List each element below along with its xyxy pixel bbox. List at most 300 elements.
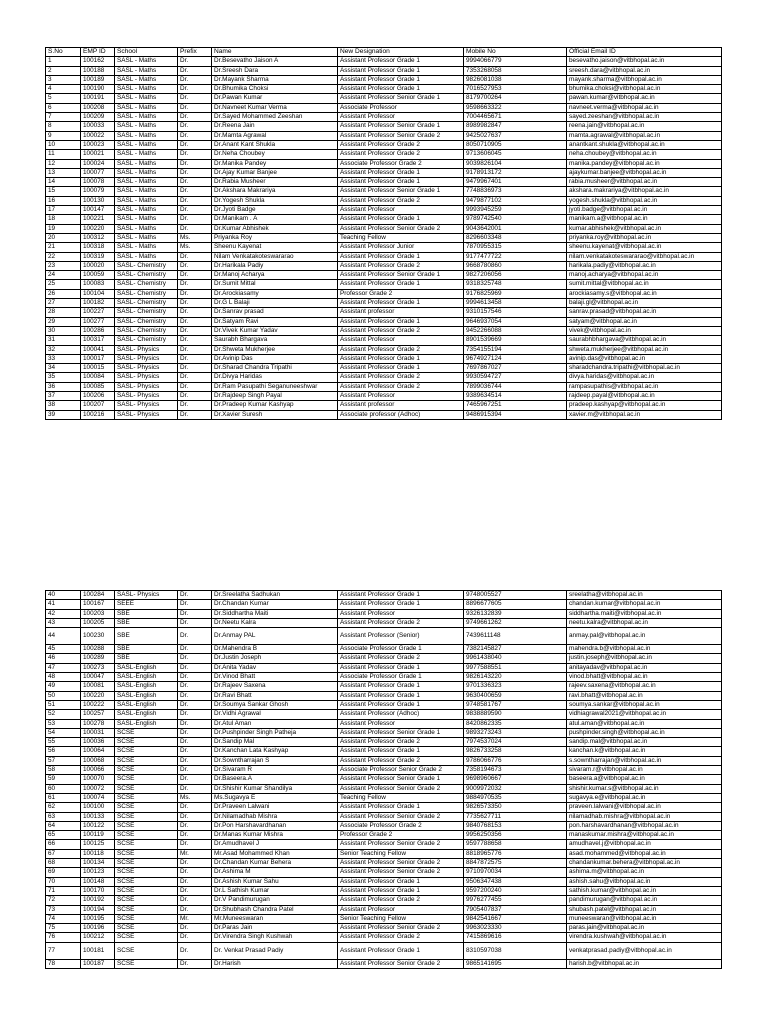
mobile-cell: 9177477722 (464, 252, 567, 261)
email-cell: sheenu.kayenat@vitbhopal.ac.in (567, 243, 722, 252)
sno-cell: 35 (46, 373, 81, 382)
email-cell: amudhavel.j@vitbhopal.ac.in (567, 840, 722, 849)
mobile-cell: 8901539669 (464, 336, 567, 345)
email-cell: sayed.zeeshan@vitbhopal.ac.in (567, 113, 722, 122)
table-row (46, 728, 722, 737)
school-cell: SBE (115, 609, 178, 618)
name-cell: Dr.Shishir Kumar Shandilya (212, 784, 338, 793)
email-cell: manika.pandey@vitbhopal.ac.in (567, 159, 722, 168)
prefix-cell: Dr. (178, 784, 212, 793)
school-cell: SCSE (115, 877, 178, 886)
emp-id-cell: 100036 (81, 738, 115, 747)
school-cell: SASL - Maths (115, 140, 178, 149)
emp-id-cell: 100134 (81, 859, 115, 868)
name-cell: Dr.G L Balaji (212, 299, 338, 308)
designation-cell: Assistant Professor Grade 1 (338, 600, 464, 609)
emp-id-cell: 100187 (81, 959, 115, 968)
table-row (46, 682, 722, 691)
table-row (46, 868, 722, 877)
designation-cell: Assistant Professor Grade 1 (338, 877, 464, 886)
sno-cell: 16 (46, 196, 81, 205)
sno-cell: 62 (46, 803, 81, 812)
sno-cell: 43 (46, 618, 81, 627)
emp-id-cell: 100079 (81, 187, 115, 196)
designation-cell: Assistant Professor Grade 1 (338, 354, 464, 363)
emp-id-cell: 100170 (81, 886, 115, 895)
designation-cell: Assistant Professor Grade 2 (338, 196, 464, 205)
email-cell: pandimurugan@vitbhopal.ac.in (567, 896, 722, 905)
school-cell: SCSE (115, 728, 178, 737)
prefix-cell: Dr. (178, 905, 212, 914)
prefix-cell: Dr. (178, 654, 212, 663)
prefix-cell: Dr. (178, 410, 212, 419)
school-cell: SASL - Maths (115, 150, 178, 159)
mobile-cell: 9956250356 (464, 831, 567, 840)
designation-cell: Associate Professor (338, 103, 464, 112)
designation-cell: Assistant Professor Grade 2 (338, 654, 464, 663)
table-row (46, 840, 722, 849)
emp-id-cell: 100162 (81, 57, 115, 66)
prefix-cell: Dr. (178, 747, 212, 756)
school-cell: SCSE (115, 821, 178, 830)
school-cell: SASL- Chemistry (115, 336, 178, 345)
mobile-cell: 8420862335 (464, 719, 567, 728)
sno-cell: 23 (46, 261, 81, 270)
school-cell: SASL - Maths (115, 103, 178, 112)
emp-id-cell: 100021 (81, 150, 115, 159)
school-cell: SASL- Physics (115, 591, 178, 600)
name-cell: Dr.Vidhi Agrawal (212, 710, 338, 719)
designation-cell: Senior Teaching Fellow (338, 914, 464, 923)
email-cell: asad.mohammed@vitbhopal.ac.in (567, 849, 722, 858)
sno-cell: 67 (46, 849, 81, 858)
email-cell: pon.harshavardhanan@vitbhopal.ac.in (567, 821, 722, 830)
sno-cell: 15 (46, 187, 81, 196)
email-cell: balaji.gl@vitbhopal.ac.in (567, 299, 722, 308)
sno-cell: 57 (46, 756, 81, 765)
sno-cell: 17 (46, 206, 81, 215)
school-cell: SEEE (115, 600, 178, 609)
table-row (46, 354, 722, 363)
name-cell: Dr.Sreelatha Sadhukan (212, 591, 338, 600)
prefix-cell: Dr. (178, 187, 212, 196)
email-cell: xavier.m@vitbhopal.ac.in (567, 410, 722, 419)
designation-cell: Assistant Professor Grade 1 (338, 886, 464, 895)
mobile-cell: 7415869616 (464, 933, 567, 942)
name-cell: Dr.Ashish Kumar Sahu (212, 877, 338, 886)
prefix-cell: Dr. (178, 196, 212, 205)
school-cell: SCSE (115, 756, 178, 765)
table-row (46, 812, 722, 821)
name-cell: Mr.Asad Mohammed Khan (212, 849, 338, 858)
name-cell: Dr.Justin Joseph (212, 654, 338, 663)
emp-id-cell: 100288 (81, 645, 115, 654)
school-cell: SASL - Maths (115, 57, 178, 66)
emp-id-cell: 100047 (81, 673, 115, 682)
email-cell: siddhartha.maiti@vitbhopal.ac.in (567, 609, 722, 618)
name-cell: Dr.Vinod Bhatt (212, 673, 338, 682)
table-row (46, 410, 722, 419)
email-cell: nilam.venkatakoteswararao@vitbhopal.ac.in (567, 252, 722, 261)
email-cell: besevatho.jaison@vitbhopal.ac.in (567, 57, 722, 66)
sno-cell: 25 (46, 280, 81, 289)
designation-cell: Assistant Professor Grade 1 (338, 747, 464, 756)
school-cell: SASL- Chemistry (115, 317, 178, 326)
table-row (46, 159, 722, 168)
mobile-cell: 9479967401 (464, 178, 567, 187)
emp-id-cell: 100041 (81, 345, 115, 354)
prefix-cell: Dr. (178, 821, 212, 830)
emp-id-cell: 100059 (81, 271, 115, 280)
email-cell: harikala.padiy@vitbhopal.ac.in (567, 261, 722, 270)
sno-cell: 24 (46, 271, 81, 280)
school-cell: SASL- Physics (115, 410, 178, 419)
designation-cell: Assistant Professor (338, 905, 464, 914)
name-cell: Dr.V Pandimurugan (212, 896, 338, 905)
mobile-cell: 9748005527 (464, 591, 567, 600)
mobile-cell: 8179700264 (464, 94, 567, 103)
prefix-cell: Dr. (178, 373, 212, 382)
school-cell: SCSE (115, 747, 178, 756)
designation-cell: Associate Professor Senior Grade 2 (338, 766, 464, 775)
mobile-cell: 9646937054 (464, 317, 567, 326)
school-cell: SCSE (115, 896, 178, 905)
school-cell: SCSE (115, 793, 178, 802)
prefix-cell: Dr. (178, 700, 212, 709)
sno-cell: 44 (46, 628, 81, 645)
prefix-cell: Dr. (178, 591, 212, 600)
sno-cell: 26 (46, 289, 81, 298)
email-cell: ravi.bhatt@vitbhopal.ac.in (567, 691, 722, 700)
table-row (46, 382, 722, 391)
designation-cell: Assistant Professor Grade 1 (338, 803, 464, 812)
designation-cell: Assistant Professor Senior Grade 1 (338, 775, 464, 784)
prefix-cell: Dr. (178, 103, 212, 112)
emp-id-cell: 100070 (81, 775, 115, 784)
table-header-row (46, 48, 722, 57)
emp-id-cell: 100205 (81, 618, 115, 627)
designation-cell: Assistant Professor (338, 609, 464, 618)
email-cell: sanrav.prasad@vitbhopal.ac.in (567, 308, 722, 317)
designation-cell: Assistant Professor Senior Grade 1 (338, 271, 464, 280)
name-cell: Dr.Ashima M (212, 868, 338, 877)
table-row (46, 299, 722, 308)
mobile-cell: 7016527953 (464, 85, 567, 94)
school-cell: SASL- Physics (115, 382, 178, 391)
sno-cell: 29 (46, 317, 81, 326)
mobile-cell: 9994066779 (464, 57, 567, 66)
email-cell: neha.choubey@vitbhopal.ac.in (567, 150, 722, 159)
emp-id-cell: 100015 (81, 364, 115, 373)
school-cell: SASL - Maths (115, 206, 178, 215)
sno-cell: 64 (46, 821, 81, 830)
table-row (46, 280, 722, 289)
email-cell: priyanka.roy@vitbhopal.ac.in (567, 233, 722, 242)
prefix-cell: Dr. (178, 812, 212, 821)
name-cell: Dr.Sanrav prasad (212, 308, 338, 317)
email-cell: manoj.acharya@vitbhopal.ac.in (567, 271, 722, 280)
school-cell: SBE (115, 628, 178, 645)
designation-cell: Assistant Professor Grade 1 (338, 317, 464, 326)
name-cell: Dr.Shweta Mukherjee (212, 345, 338, 354)
table-row (46, 933, 722, 942)
designation-cell: Assistant Professor Senior Grade 1 (338, 94, 464, 103)
sno-cell: 54 (46, 728, 81, 737)
table-row (46, 905, 722, 914)
table-row (46, 628, 722, 645)
table-row (46, 747, 722, 756)
school-cell: SASL - Maths (115, 178, 178, 187)
school-cell: SCSE (115, 784, 178, 793)
emp-id-cell: 100064 (81, 747, 115, 756)
table-row (46, 131, 722, 140)
sno-cell: 12 (46, 159, 81, 168)
table-row (46, 663, 722, 672)
designation-cell: Assistant Professor Grade 2 (338, 140, 464, 149)
sno-cell: 22 (46, 252, 81, 261)
name-cell: Dr.Nilamadhab Mishra (212, 812, 338, 821)
school-cell: SCSE (115, 859, 178, 868)
designation-cell: Assistant Professor Grade 2 (338, 150, 464, 159)
email-cell: rajdeep.payal@vitbhopal.ac.in (567, 391, 722, 400)
table-row (46, 401, 722, 410)
emp-id-cell: 100119 (81, 831, 115, 840)
designation-cell: Associate Professor Grade 2 (338, 821, 464, 830)
mobile-cell: 9713606045 (464, 150, 567, 159)
school-cell: SASL - Maths (115, 75, 178, 84)
email-cell: sreesh.dara@vitbhopal.ac.in (567, 66, 722, 75)
sno-cell: 33 (46, 354, 81, 363)
designation-cell: Assistant Professor Senior Grade 1 (338, 122, 464, 131)
mobile-cell: 9701336323 (464, 682, 567, 691)
prefix-cell: Dr. (178, 719, 212, 728)
email-cell: baseera.a@vitbhopal.ac.in (567, 775, 722, 784)
school-cell: SASL-English (115, 691, 178, 700)
prefix-cell: Dr. (178, 859, 212, 868)
designation-cell: Assistant Professor Grade 1 (338, 691, 464, 700)
table-row (46, 719, 722, 728)
prefix-cell: Dr. (178, 401, 212, 410)
sno-cell: 78 (46, 959, 81, 968)
designation-cell: Senior Teaching Fellow (338, 849, 464, 858)
prefix-cell: Dr. (178, 289, 212, 298)
school-cell: SASL-English (115, 719, 178, 728)
school-cell: SASL- Physics (115, 345, 178, 354)
school-cell: SCSE (115, 738, 178, 747)
sno-cell: 6 (46, 103, 81, 112)
sno-cell: 63 (46, 812, 81, 821)
column-header-mobile: Mobile No (464, 48, 567, 57)
staff-table-part-1 (45, 47, 722, 420)
school-cell: SASL - Maths (115, 131, 178, 140)
name-cell: Dr.Kumar Abhishek (212, 224, 338, 233)
sno-cell: 59 (46, 775, 81, 784)
prefix-cell: Dr. (178, 673, 212, 682)
table-row (46, 196, 722, 205)
email-cell: kumar.abhishek@vitbhopal.ac.in (567, 224, 722, 233)
emp-id-cell: 100068 (81, 756, 115, 765)
prefix-cell: Dr. (178, 382, 212, 391)
email-cell: sreelatha@vitbhopal.ac.in (567, 591, 722, 600)
table-row (46, 317, 722, 326)
email-cell: atul.aman@vitbhopal.ac.in (567, 719, 722, 728)
prefix-cell: Dr. (178, 942, 212, 959)
prefix-cell: Dr. (178, 618, 212, 627)
school-cell: SASL-English (115, 700, 178, 709)
designation-cell: Assistant Professor Grade 1 (338, 57, 464, 66)
emp-id-cell: 100017 (81, 354, 115, 363)
emp-id-cell: 100031 (81, 728, 115, 737)
emp-id-cell: 100222 (81, 700, 115, 709)
mobile-cell: 9452266088 (464, 326, 567, 335)
table-row (46, 959, 722, 968)
mobile-cell: 9043642001 (464, 224, 567, 233)
sno-cell: 69 (46, 868, 81, 877)
mobile-cell: 7004465671 (464, 113, 567, 122)
column-header-emp-id: EMP ID (81, 48, 115, 57)
prefix-cell: Dr. (178, 710, 212, 719)
email-cell: praveen.lalwani@vitbhopal.ac.in (567, 803, 722, 812)
mobile-cell: 7353268058 (464, 66, 567, 75)
table-row (46, 66, 722, 75)
school-cell: SCSE (115, 924, 178, 933)
designation-cell: Assistant Professor Senior Grade 2 (338, 859, 464, 868)
emp-id-cell: 100220 (81, 224, 115, 233)
emp-id-cell: 100182 (81, 299, 115, 308)
designation-cell: Assistant Professor Grade 2 (338, 261, 464, 270)
designation-cell: Assistant Professor Grade 2 (338, 933, 464, 942)
prefix-cell: Dr. (178, 391, 212, 400)
mobile-cell: 9826573350 (464, 803, 567, 812)
table-row (46, 113, 722, 122)
name-cell: Dr.Pawan Kumar (212, 94, 338, 103)
email-cell: anmay.pal@vitbhopal.ac.in (567, 628, 722, 645)
mobile-cell: 8050710905 (464, 140, 567, 149)
sno-cell: 56 (46, 747, 81, 756)
sno-cell: 18 (46, 215, 81, 224)
emp-id-cell: 100083 (81, 280, 115, 289)
name-cell: Dr.Neetu Kalra (212, 618, 338, 627)
emp-id-cell: 100189 (81, 75, 115, 84)
mobile-cell: 9597788658 (464, 840, 567, 849)
sno-cell: 2 (46, 66, 81, 75)
sno-cell: 27 (46, 299, 81, 308)
mobile-cell: 9826143220 (464, 673, 567, 682)
sno-cell: 36 (46, 382, 81, 391)
email-cell: pawan.kumar@vitbhopal.ac.in (567, 94, 722, 103)
school-cell: SASL- Physics (115, 364, 178, 373)
name-cell: Dr.Rabia Musheer (212, 178, 338, 187)
email-cell: ashish.sahu@vitbhopal.ac.in (567, 877, 722, 886)
mobile-cell: 7899036744 (464, 382, 567, 391)
table-row (46, 821, 722, 830)
email-cell: sharadchandra.tripathi@vitbhopal.ac.in (567, 364, 722, 373)
name-cell: Dr.Neha Choubey (212, 150, 338, 159)
mobile-cell: 9826733258 (464, 747, 567, 756)
name-cell: Dr.Harikala Padiy (212, 261, 338, 270)
sno-cell: 42 (46, 609, 81, 618)
emp-id-cell: 100257 (81, 710, 115, 719)
name-cell: Dr.Siddhartha Maiti (212, 609, 338, 618)
table-row (46, 942, 722, 959)
name-cell: Dr.Sayed Mohammed Zeeshan (212, 113, 338, 122)
mobile-cell: 9674927124 (464, 354, 567, 363)
mobile-cell: 9749661262 (464, 618, 567, 627)
email-cell: vinod.bhatt@vitbhopal.ac.in (567, 673, 722, 682)
email-cell: sathish.kumar@vitbhopal.ac.in (567, 886, 722, 895)
mobile-cell: 9993945259 (464, 206, 567, 215)
emp-id-cell: 100278 (81, 719, 115, 728)
email-cell: rabia.musheer@vitbhopal.ac.in (567, 178, 722, 187)
sno-cell: 20 (46, 233, 81, 242)
school-cell: SASL - Maths (115, 122, 178, 131)
prefix-cell: Dr. (178, 924, 212, 933)
email-cell: satyam@vitbhopal.ac.in (567, 317, 722, 326)
school-cell: SASL - Maths (115, 252, 178, 261)
sno-cell: 14 (46, 178, 81, 187)
designation-cell: Assistant Professor (Adhoc) (338, 710, 464, 719)
email-cell: akshara.makrariya@vitbhopal.ac.in (567, 187, 722, 196)
school-cell: SASL - Maths (115, 187, 178, 196)
email-cell: divya.haridas@vitbhopal.ac.in (567, 373, 722, 382)
name-cell: Dr.Mayank Sharma (212, 75, 338, 84)
school-cell: SCSE (115, 914, 178, 923)
mobile-cell: 7905407837 (464, 905, 567, 914)
sno-cell: 68 (46, 859, 81, 868)
designation-cell: Assistant Professor Grade 2 (338, 756, 464, 765)
school-cell: SASL- Chemistry (115, 289, 178, 298)
table-row (46, 252, 722, 261)
mobile-cell: 9961438040 (464, 654, 567, 663)
email-cell: mamta.agrawal@vitbhopal.ac.in (567, 131, 722, 140)
sno-cell: 21 (46, 243, 81, 252)
school-cell: SCSE (115, 849, 178, 858)
name-cell: Dr.Avinip Das (212, 354, 338, 363)
school-cell: SCSE (115, 803, 178, 812)
prefix-cell: Dr. (178, 600, 212, 609)
emp-id-cell: 100023 (81, 140, 115, 149)
table-row (46, 168, 722, 177)
prefix-cell: Dr. (178, 113, 212, 122)
table-row (46, 738, 722, 747)
emp-id-cell: 100196 (81, 924, 115, 933)
emp-id-cell: 100216 (81, 410, 115, 419)
emp-id-cell: 100194 (81, 905, 115, 914)
table-row (46, 94, 722, 103)
designation-cell: Assistant Professor (338, 336, 464, 345)
designation-cell: Assistant Professor Senior Grade 2 (338, 868, 464, 877)
table-row (46, 336, 722, 345)
table-row (46, 924, 722, 933)
email-cell: shishir.kumar.s@vitbhopal.ac.in (567, 784, 722, 793)
designation-cell: Associate professor (Adhoc) (338, 410, 464, 419)
name-cell: Dr.Anita Yadav (212, 663, 338, 672)
name-cell: Dr.Soumya Sankar Ghosh (212, 700, 338, 709)
designation-cell: Associate Professor Grade 1 (338, 645, 464, 654)
sno-cell: 52 (46, 710, 81, 719)
email-cell: jyoti.badge@vitbhopal.ac.in (567, 206, 722, 215)
email-cell: virendra.kushwah@vitbhopal.ac.in (567, 933, 722, 942)
mobile-cell: 9326132839 (464, 609, 567, 618)
mobile-cell: 7354155194 (464, 345, 567, 354)
mobile-cell: 9597200240 (464, 886, 567, 895)
mobile-cell: 8989982847 (464, 122, 567, 131)
prefix-cell: Dr. (178, 354, 212, 363)
emp-id-cell: 100317 (81, 336, 115, 345)
prefix-cell: Dr. (178, 831, 212, 840)
table-row (46, 775, 722, 784)
designation-cell: Assistant Professor Senior Grade 2 (338, 224, 464, 233)
